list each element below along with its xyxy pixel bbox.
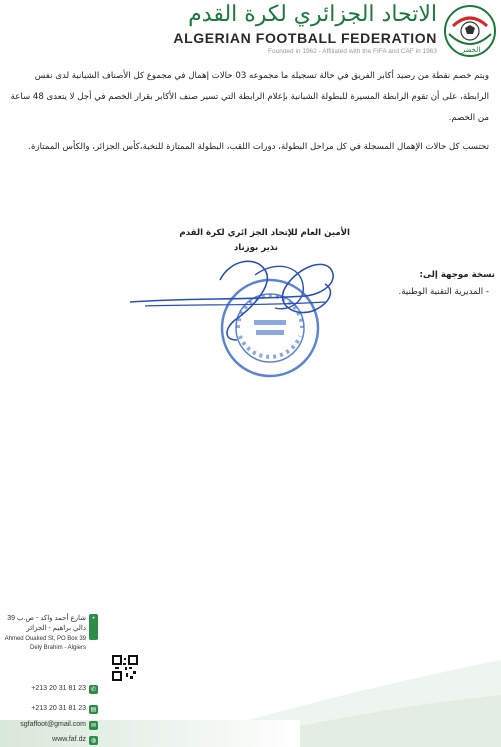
- address-english-line-1: Ahmed Ouaked St, PO Box 39: [4, 636, 86, 642]
- signatory-name: نذير بوزناد: [233, 243, 278, 253]
- phone-number-1: +213 20 31 81 23: [31, 685, 86, 692]
- address-arabic-line-1: شارع أحمد واكد - ص.ب 39: [7, 615, 86, 622]
- handwritten-signature-icon: [125, 240, 360, 350]
- email-address: sgfaffoot@gmail.com: [20, 721, 86, 728]
- copies-list-item: - المديرية التقنية الوطنية.: [398, 287, 489, 297]
- website-address: www.faf.dz: [52, 736, 86, 743]
- copies-item-text: المديرية التقنية الوطنية.: [398, 287, 484, 297]
- location-pin-icon: •: [89, 614, 98, 640]
- email-icon: ✉: [90, 722, 97, 729]
- address-arabic-line-2: دالي براهيم - الجزائر: [26, 625, 86, 632]
- body-paragraph-1: وبتم خصم نقطة من رصيد أكابر الفريق في حالة تسجيله ما مجموعه 03 حالات إهمال في مجموع كل الأصناف الشبانية لدى نفس الرابطة، على أن تقوم الرابطة المسيرة للبطولة الشبانية بإعلام الرابطة التي تسير صنف الأكابر بقرار الخصم في أجل لا يتعدى 48 ساعة من الخصم.: [10, 71, 489, 123]
- signature-block: [110, 228, 350, 253]
- founded-line: Founded in 1962 - Affiliated with the FIFA and CAF in 1963: [268, 48, 437, 55]
- logo-caption: الخضر: [461, 46, 481, 54]
- copies-title: نسخة موجهة إلى:: [419, 270, 495, 280]
- org-name-arabic: الاتحاد الجزائري لكرة القدم: [188, 2, 437, 27]
- qr-code-icon: [112, 655, 138, 681]
- signatory-title: الأمين العام للإتحاد الجز ائري لكرة القدم: [179, 228, 350, 238]
- body-paragraph-2: تحتسب كل حالات الإهمال المسجلة في كل مراحل البطولة، دورات اللقب، البطولة الممتازة للنخبة،كأس الجزائر، والكأس الممتازة.: [28, 142, 489, 152]
- copies-block: [399, 270, 495, 297]
- phone-icon: ✆: [90, 686, 97, 693]
- address-english-line-2: Dely Brahim - Algiers: [29, 645, 86, 651]
- globe-icon: ◍: [90, 737, 97, 744]
- letterhead: [0, 0, 501, 62]
- phone-number-2: +213 20 31 81 23: [31, 705, 86, 712]
- fax-icon: ▤: [90, 706, 97, 713]
- org-name-english: ALGERIAN FOOTBALL FEDERATION: [173, 30, 437, 46]
